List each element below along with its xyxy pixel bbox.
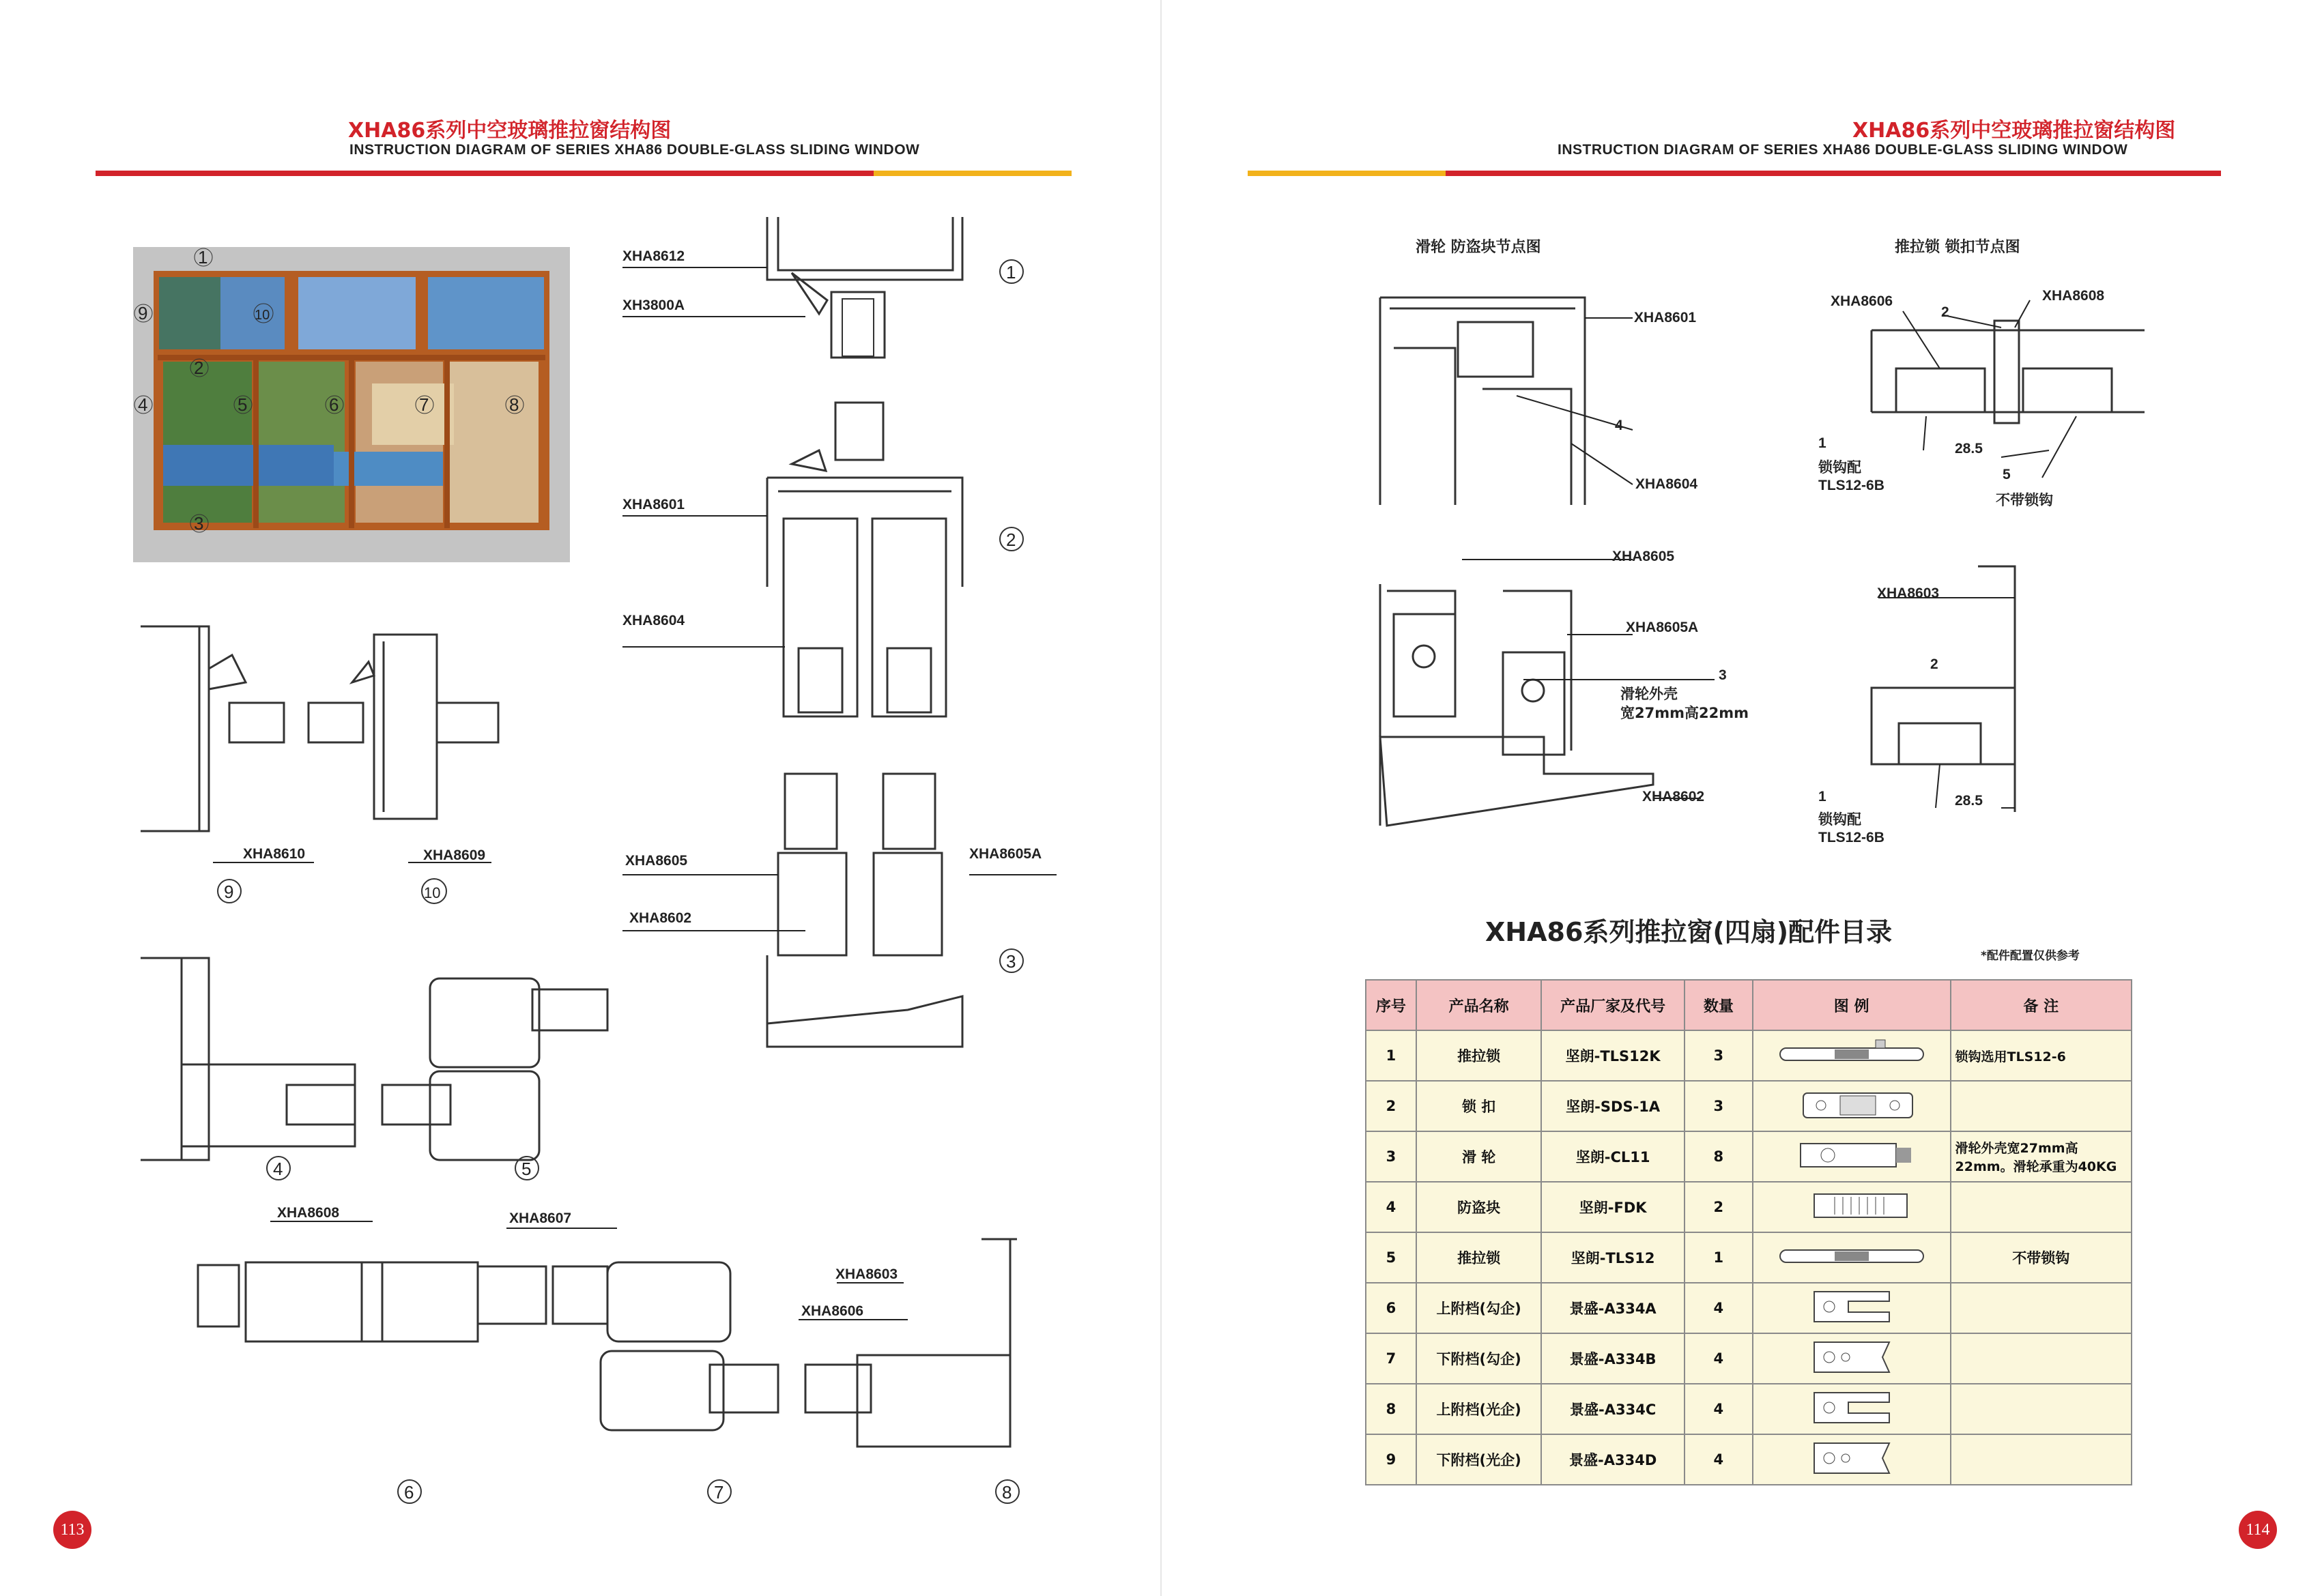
- cell-qty: 2: [1685, 1182, 1753, 1232]
- parts-table: [1365, 979, 2132, 1485]
- col-header: 数量: [1685, 980, 1753, 1030]
- svg-text:6: 6: [329, 394, 339, 415]
- col-header: 图 例: [1753, 980, 1951, 1030]
- diagram-label: 锁钩配: [1818, 459, 1861, 476]
- cell-image: [1753, 1434, 1951, 1485]
- cell-image: [1753, 1384, 1951, 1434]
- diagram-label: XHA8605A: [1626, 620, 1699, 635]
- table-row: [1366, 1030, 2132, 1081]
- cell-remark: [1951, 1384, 2132, 1434]
- diagram-label: XHA8604: [1635, 476, 1698, 492]
- page-number: 113: [53, 1511, 91, 1549]
- section-label: XHA8612: [622, 248, 685, 264]
- table-row: [1366, 1081, 2132, 1131]
- section-label: XHA8602: [629, 910, 692, 926]
- diagram-label: 2: [1941, 304, 1949, 320]
- section-number: [398, 1480, 421, 1503]
- cell-no: 1: [1366, 1030, 1416, 1081]
- section-label: XHA8603: [835, 1266, 898, 1282]
- cell-code: 景盛-A334B: [1541, 1333, 1685, 1384]
- cell-qty: 3: [1685, 1030, 1753, 1081]
- page-title-en: INSTRUCTION DIAGRAM OF SERIES XHA86 DOUBLE-GLASS SLIDING WINDOW: [1558, 142, 2128, 158]
- table-header-row: [1366, 980, 2132, 1030]
- cell-image: [1753, 1283, 1951, 1333]
- cell-name: 下附档(光企): [1416, 1434, 1542, 1485]
- svg-text:9: 9: [138, 303, 148, 323]
- diagram-label: 5: [2003, 467, 2011, 482]
- section-number: [708, 1480, 731, 1503]
- stopper-icon: [1773, 1389, 1930, 1427]
- svg-text:8: 8: [509, 394, 519, 415]
- table-note: *配件配置仅供参考: [1981, 949, 2080, 963]
- svg-text:4: 4: [138, 394, 148, 415]
- section-label: XHA8609: [423, 847, 486, 863]
- diagram-a-title: 滑轮 防盗块节点图: [1416, 239, 1541, 256]
- col-header: 备 注: [1951, 980, 2132, 1030]
- cell-qty: 4: [1685, 1333, 1753, 1384]
- cell-code: 景盛-A334D: [1541, 1434, 1685, 1485]
- cell-no: 3: [1366, 1131, 1416, 1182]
- lock-catch-icon: [1773, 1088, 1930, 1122]
- svg-text:1: 1: [198, 247, 208, 267]
- cell-no: 5: [1366, 1232, 1416, 1283]
- diagram-label: XHA8605: [1612, 549, 1675, 564]
- svg-text:4: 4: [273, 1159, 283, 1179]
- diagram-label: 28.5: [1955, 793, 1983, 809]
- diagram-label: 不带锁钩: [1996, 492, 2053, 508]
- left-page: [0, 0, 1160, 1596]
- diagram-label: TLS12-6B: [1818, 478, 1884, 493]
- cell-remark: [1951, 1182, 2132, 1232]
- page-title-en: INSTRUCTION DIAGRAM OF SERIES XHA86 DOUBLE-GLASS SLIDING WINDOW: [349, 142, 920, 158]
- diagram-label: XHA8602: [1642, 789, 1705, 804]
- cell-no: 2: [1366, 1081, 1416, 1131]
- section-label: XHA8608: [277, 1205, 340, 1221]
- cell-no: 6: [1366, 1283, 1416, 1333]
- cell-name: 推拉锁: [1416, 1030, 1542, 1081]
- diagram-label: 2: [1930, 656, 1938, 672]
- diagram-label: 滑轮外壳: [1620, 686, 1678, 702]
- table-title: XHA86系列推拉窗(四扇)配件目录: [1485, 917, 1893, 947]
- anti-theft-block-icon: [1773, 1189, 1930, 1223]
- right-page: [1162, 0, 2322, 1596]
- sliding-lock-icon: [1773, 1037, 1930, 1071]
- cell-image: [1753, 1333, 1951, 1384]
- table-row: [1366, 1333, 2132, 1384]
- svg-text:7: 7: [714, 1482, 724, 1503]
- svg-text:10: 10: [424, 884, 441, 901]
- section-number: [267, 1157, 290, 1180]
- svg-text:10: 10: [255, 308, 270, 323]
- cell-code: 坚朗-CL11: [1541, 1131, 1685, 1182]
- diagram-label: XHA8601: [1634, 310, 1697, 325]
- page-number: 114: [2239, 1511, 2277, 1549]
- section-number: [422, 879, 446, 903]
- section-drawings: [0, 0, 1160, 1596]
- svg-text:1: 1: [1006, 262, 1016, 282]
- diagram-label: 锁钩配: [1818, 811, 1861, 828]
- diagram-label: 3: [1719, 667, 1727, 683]
- cell-name: 锁 扣: [1416, 1081, 1542, 1131]
- cell-no: 8: [1366, 1384, 1416, 1434]
- diagram-label: XHA8603: [1877, 585, 1940, 601]
- section-number: [1000, 949, 1023, 972]
- cell-image: [1753, 1030, 1951, 1081]
- col-header: 序号: [1366, 980, 1416, 1030]
- section-number: [218, 880, 241, 903]
- cell-code: 景盛-A334A: [1541, 1283, 1685, 1333]
- cell-image: [1753, 1131, 1951, 1182]
- cell-name: 滑 轮: [1416, 1131, 1542, 1182]
- cell-name: 防盗块: [1416, 1182, 1542, 1232]
- cell-image: [1753, 1232, 1951, 1283]
- cell-qty: 8: [1685, 1131, 1753, 1182]
- cell-remark: [1951, 1333, 2132, 1384]
- diagram-label: XHA8606: [1831, 293, 1893, 309]
- cell-qty: 1: [1685, 1232, 1753, 1283]
- section-label: XHA8601: [622, 497, 685, 512]
- stopper-icon: [1773, 1439, 1930, 1477]
- page-title-cn: XHA86系列中空玻璃推拉窗结构图: [1852, 119, 2176, 143]
- cell-name: 推拉锁: [1416, 1232, 1542, 1283]
- svg-text:2: 2: [1006, 529, 1016, 550]
- diagram-label: 4: [1615, 418, 1623, 433]
- cell-remark: 不带锁钩: [1951, 1232, 2132, 1283]
- table-row: [1366, 1283, 2132, 1333]
- page-title-cn: XHA86系列中空玻璃推拉窗结构图: [348, 119, 672, 143]
- section-label: XHA8605A: [969, 846, 1042, 862]
- section-number: [515, 1157, 539, 1180]
- section-label: XHA8606: [801, 1303, 864, 1319]
- table-row: [1366, 1384, 2132, 1434]
- table-row: [1366, 1434, 2132, 1485]
- diagram-label: 1: [1818, 789, 1826, 804]
- section-label: XHA8607: [509, 1210, 572, 1226]
- diagram-label: TLS12-6B: [1818, 830, 1884, 845]
- cell-qty: 3: [1685, 1081, 1753, 1131]
- cell-remark: [1951, 1283, 2132, 1333]
- stopper-icon: [1773, 1288, 1930, 1326]
- cell-qty: 4: [1685, 1384, 1753, 1434]
- diagram-label: 1: [1818, 435, 1826, 451]
- stopper-icon: [1773, 1338, 1930, 1376]
- sliding-lock-icon: [1773, 1239, 1930, 1273]
- roller-icon: [1773, 1138, 1930, 1172]
- diagram-label: 28.5: [1955, 441, 1983, 456]
- col-header: 产品名称: [1416, 980, 1542, 1030]
- cell-image: [1753, 1081, 1951, 1131]
- cell-code: 坚朗-TLS12: [1541, 1232, 1685, 1283]
- section-label: XHA8605: [625, 853, 688, 869]
- cell-code: 坚朗-TLS12K: [1541, 1030, 1685, 1081]
- cell-remark: 锁钩选用TLS12-6: [1951, 1030, 2132, 1081]
- svg-text:8: 8: [1002, 1482, 1012, 1503]
- table-row: [1366, 1182, 2132, 1232]
- cell-name: 上附档(光企): [1416, 1384, 1542, 1434]
- cell-code: 坚朗-FDK: [1541, 1182, 1685, 1232]
- cell-image: [1753, 1182, 1951, 1232]
- section-label: XHA8610: [243, 846, 306, 862]
- cell-no: 4: [1366, 1182, 1416, 1232]
- section-label: XHA8604: [622, 613, 685, 628]
- cell-code: 坚朗-SDS-1A: [1541, 1081, 1685, 1131]
- cell-remark: [1951, 1434, 2132, 1485]
- diagram-b-title: 推拉锁 锁扣节点图: [1895, 239, 2020, 256]
- cell-remark: 滑轮外壳宽27mm高22mm。滑轮承重为40KG: [1951, 1131, 2132, 1182]
- cell-no: 9: [1366, 1434, 1416, 1485]
- svg-text:3: 3: [194, 513, 204, 534]
- svg-text:9: 9: [224, 882, 234, 902]
- section-number: [1000, 527, 1023, 551]
- col-header: 产品厂家及代号: [1541, 980, 1685, 1030]
- diagram-label: 宽27mm高22mm: [1620, 705, 1749, 721]
- section-label: XH3800A: [622, 298, 685, 313]
- svg-text:7: 7: [419, 394, 429, 415]
- cell-name: 下附档(勾企): [1416, 1333, 1542, 1384]
- svg-text:3: 3: [1006, 951, 1016, 972]
- svg-text:2: 2: [194, 358, 204, 378]
- cell-name: 上附档(勾企): [1416, 1283, 1542, 1333]
- table-row: [1366, 1131, 2132, 1182]
- svg-text:6: 6: [404, 1482, 414, 1503]
- cell-code: 景盛-A334C: [1541, 1384, 1685, 1434]
- section-number: [1000, 260, 1023, 283]
- cell-qty: 4: [1685, 1283, 1753, 1333]
- cell-qty: 4: [1685, 1434, 1753, 1485]
- svg-text:5: 5: [521, 1159, 532, 1179]
- cell-remark: [1951, 1081, 2132, 1131]
- diagram-label: XHA8608: [2042, 288, 2105, 304]
- cell-no: 7: [1366, 1333, 1416, 1384]
- svg-text:5: 5: [238, 394, 248, 415]
- section-number: [996, 1480, 1019, 1503]
- table-row: [1366, 1232, 2132, 1283]
